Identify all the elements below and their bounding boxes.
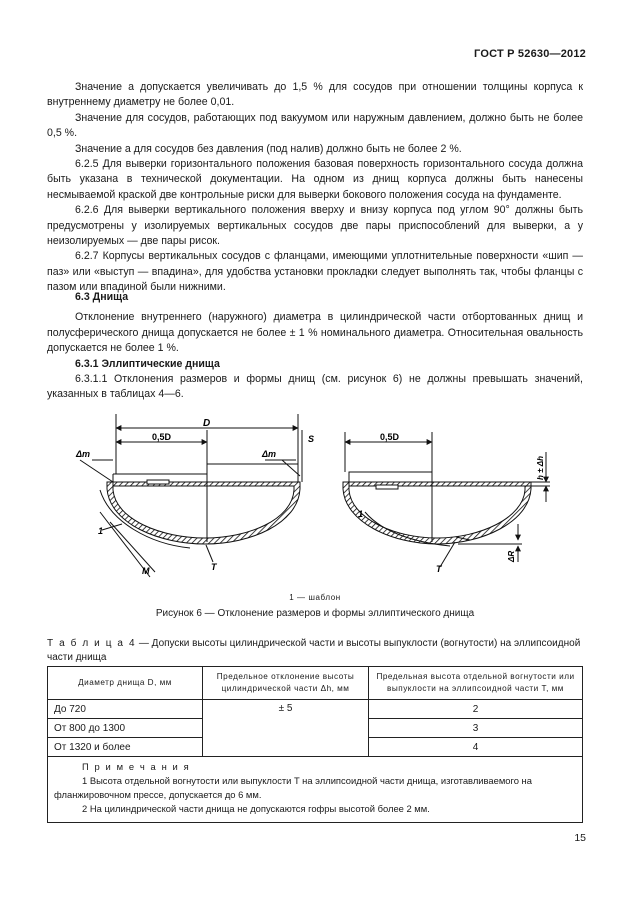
fig-label-half-d-right: 0,5D (380, 432, 400, 442)
table-header-cell: Диаметр днища D, мм (48, 667, 203, 700)
table-4 (47, 666, 583, 823)
table-cell-tolerance: ± 5 (203, 700, 369, 757)
table-title-text: — Допуски высоты цилиндрической части и высоты выпуклости (вогнутости) на эллипсоидной части днища (47, 638, 581, 663)
note-item: 2 На цилиндрической части днища не допускаются гофры высотой более 2 мм. (82, 803, 430, 814)
table-notes (48, 757, 583, 823)
document-code: ГОСТ Р 52630—2012 (474, 48, 586, 60)
fig-label-t-right: T (436, 564, 442, 574)
notes-title: П р и м е ч а н и я (82, 761, 191, 772)
fig-label-delta-r: ΔR (507, 550, 516, 562)
section-6-3 (47, 290, 583, 403)
paragraph: 6.2.7 Корпусы вертикальных сосудов с фланцами, имеющими уплотнительные поверхности «шип — паз» или «выступ — впадина», для удобства установки прокладки следует выполнять так, чтобы фланцы с пазом или впадиной были нижними. (47, 250, 583, 294)
paragraph: 6.2.5 Для выверки горизонтального положения базовая поверхность горизонтального сосуда должна быть указана в технической документации. На одном из днищ корпуса должны быть нанесены несмываемой краской две контрольные риски для выверки бокового положения сосуда на фундаменте. (47, 158, 583, 201)
table-cell-diameter: От 1320 и более (48, 738, 203, 757)
right-head-drawing (343, 432, 550, 567)
figure-legend: 1 — шаблон (289, 593, 341, 602)
paragraph: 6.2.6 Для выверки вертикального положения вверху и внизу корпуса под углом 90° должны быть предусмотрены у изолируемых вертикальных сосудов две пары приспособлений для выверки, а у неизолируемых — две пары рисок. (47, 204, 583, 248)
page-number: 15 (574, 832, 586, 844)
fig-label-one-left: 1 (98, 526, 104, 536)
paragraph: Отклонение внутреннего (наружного) диаметра в цилиндрической части отбортованных днищ и полусферического днища допускается не более ± 1 % номинального диаметра. Относительная овальность допускается не более 1 %. (47, 311, 583, 355)
table-cell-diameter: От 800 до 1300 (48, 719, 203, 738)
paragraph: Значение a для сосудов без давления (под налив) должно быть не более 2 %. (75, 142, 462, 155)
fig-label-s: S (308, 434, 315, 444)
paragraph: Значение a допускается увеличивать до 1,5 % для сосудов при отношении толщины корпуса к внутреннему диаметру не более 0,01. (47, 81, 583, 109)
paragraph: 6.3.1.1 Отклонения размеров и формы днищ (см. рисунок 6) не должны превышать значений, указанных в таблицах 4—6. (47, 373, 583, 401)
table-header-cell: Предельное отклонение высоты цилиндрической части Δh, мм (203, 667, 369, 700)
fig-label-t-left: T (211, 562, 217, 572)
fig-label-dm-left: Δm (76, 449, 91, 459)
table-notes-row (48, 757, 583, 823)
table-row (48, 700, 583, 719)
note-item: 1 Высота отдельной вогнутости или выпуклости T на эллипсоидной части днища, изготавливаемого на фланжировочном прессе, допускается до 6 мм. (54, 775, 532, 800)
paragraph: Значение для сосудов, работающих под вакуумом или наружным давлением, должно быть не более 0,5 %. (47, 111, 583, 140)
fig-label-dm-right: Δm (262, 449, 277, 459)
fig-label-d: D (203, 418, 211, 429)
table-label: Т а б л и ц а 4 (47, 638, 137, 649)
fig-label-half-d-left: 0,5D (152, 432, 172, 442)
fig-label-one-right: 1 (358, 509, 364, 519)
table-cell-height: 4 (369, 738, 583, 757)
figure-6-drawing (0, 412, 630, 592)
section-heading: 6.3 Днища (75, 291, 129, 303)
left-head-drawing (80, 414, 302, 577)
table-title (47, 637, 583, 664)
figure-caption: Рисунок 6 — Отклонение размеров и формы эллиптического днища (155, 608, 475, 619)
table-header-cell: Предельная высота отдельной вогнутости или выпуклости на эллипсоидной части T, мм (369, 667, 583, 700)
fig-label-m: M (142, 566, 150, 576)
subsection-heading: 6.3.1 Эллиптические днища (75, 357, 220, 370)
table-header-row (48, 667, 583, 700)
table-cell-height: 3 (369, 719, 583, 738)
body-text-top (47, 80, 583, 296)
table-cell-height: 2 (369, 700, 583, 719)
table-cell-diameter: До 720 (48, 700, 203, 719)
fig-label-h-delta: h ± Δh (536, 456, 545, 480)
